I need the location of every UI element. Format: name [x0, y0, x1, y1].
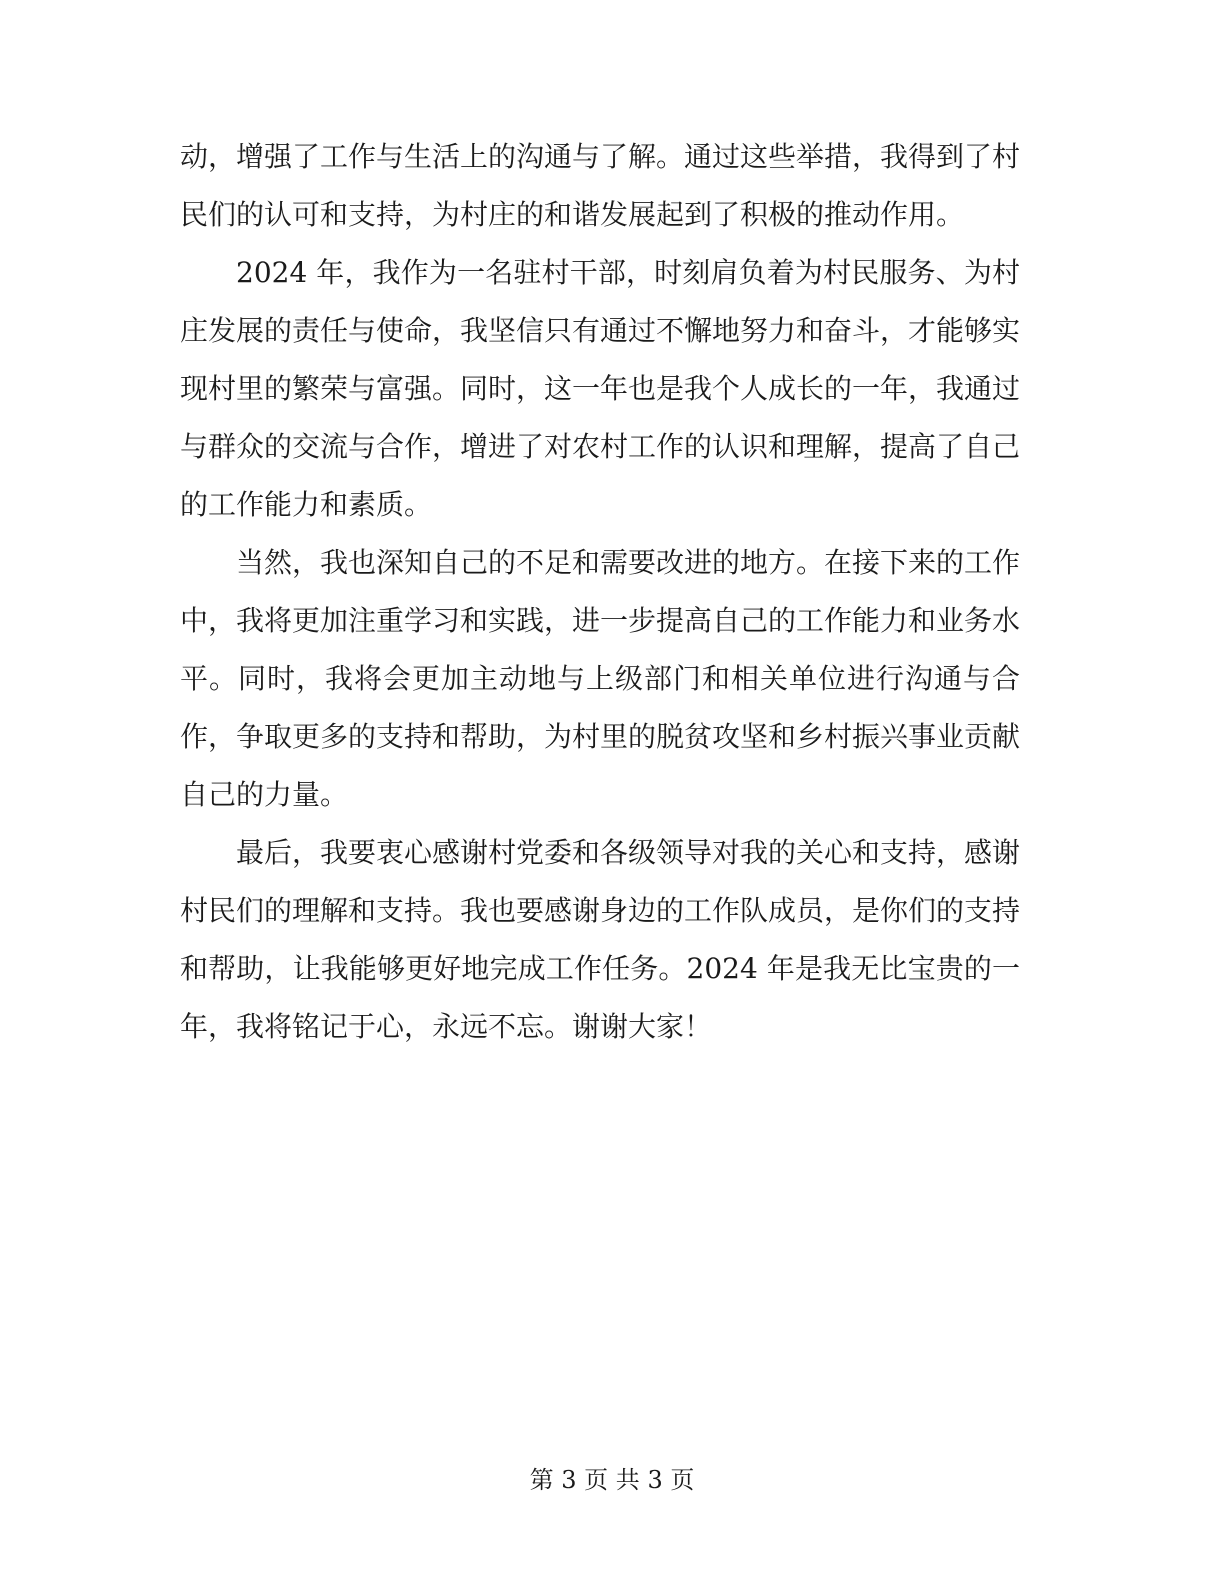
paragraph-shortcomings: 当然，我也深知自己的不足和需要改进的地方。在接下来的工作中，我将更加注重学习和实践，进一步提高自己的工作能力和业务水平。同时，我将会更加主动地与上级部门和相关单位进行沟通与合作，争取更多的支持和帮助，为村里的脱贫攻坚和乡村振兴事业贡献自己的力量。 [180, 546, 1021, 811]
paragraph-2024-role: 2024 年，我作为一名驻村干部，时刻肩负着为村民服务、为村庄发展的责任与使命，我坚信只有通过不懈地努力和奋斗，才能够实现村里的繁荣与富强。同时，这一年也是我个人成长的一年，我通过与群众的交流与合作，增进了对农村工作的认识和理解，提高了自己的工作能力和素质。 [180, 256, 1021, 521]
page-number-footer: 第 3 页 共 3 页 [529, 1466, 695, 1494]
paragraph-thanks: 最后，我要衷心感谢村党委和各级领导对我的关心和支持，感谢村民们的理解和支持。我也要感谢身边的工作队成员，是你们的支持和帮助，让我能够更好地完成工作任务。2024 年是我无比宝贵的一年，我将铭记于心，永远不忘。谢谢大家！ [180, 836, 1021, 1043]
document-body [180, 128, 1020, 1056]
paragraph-continued: 动，增强了工作与生活上的沟通与了解。通过这些举措，我得到了村民们的认可和支持，为村庄的和谐发展起到了积极的推动作用。 [180, 140, 1021, 231]
